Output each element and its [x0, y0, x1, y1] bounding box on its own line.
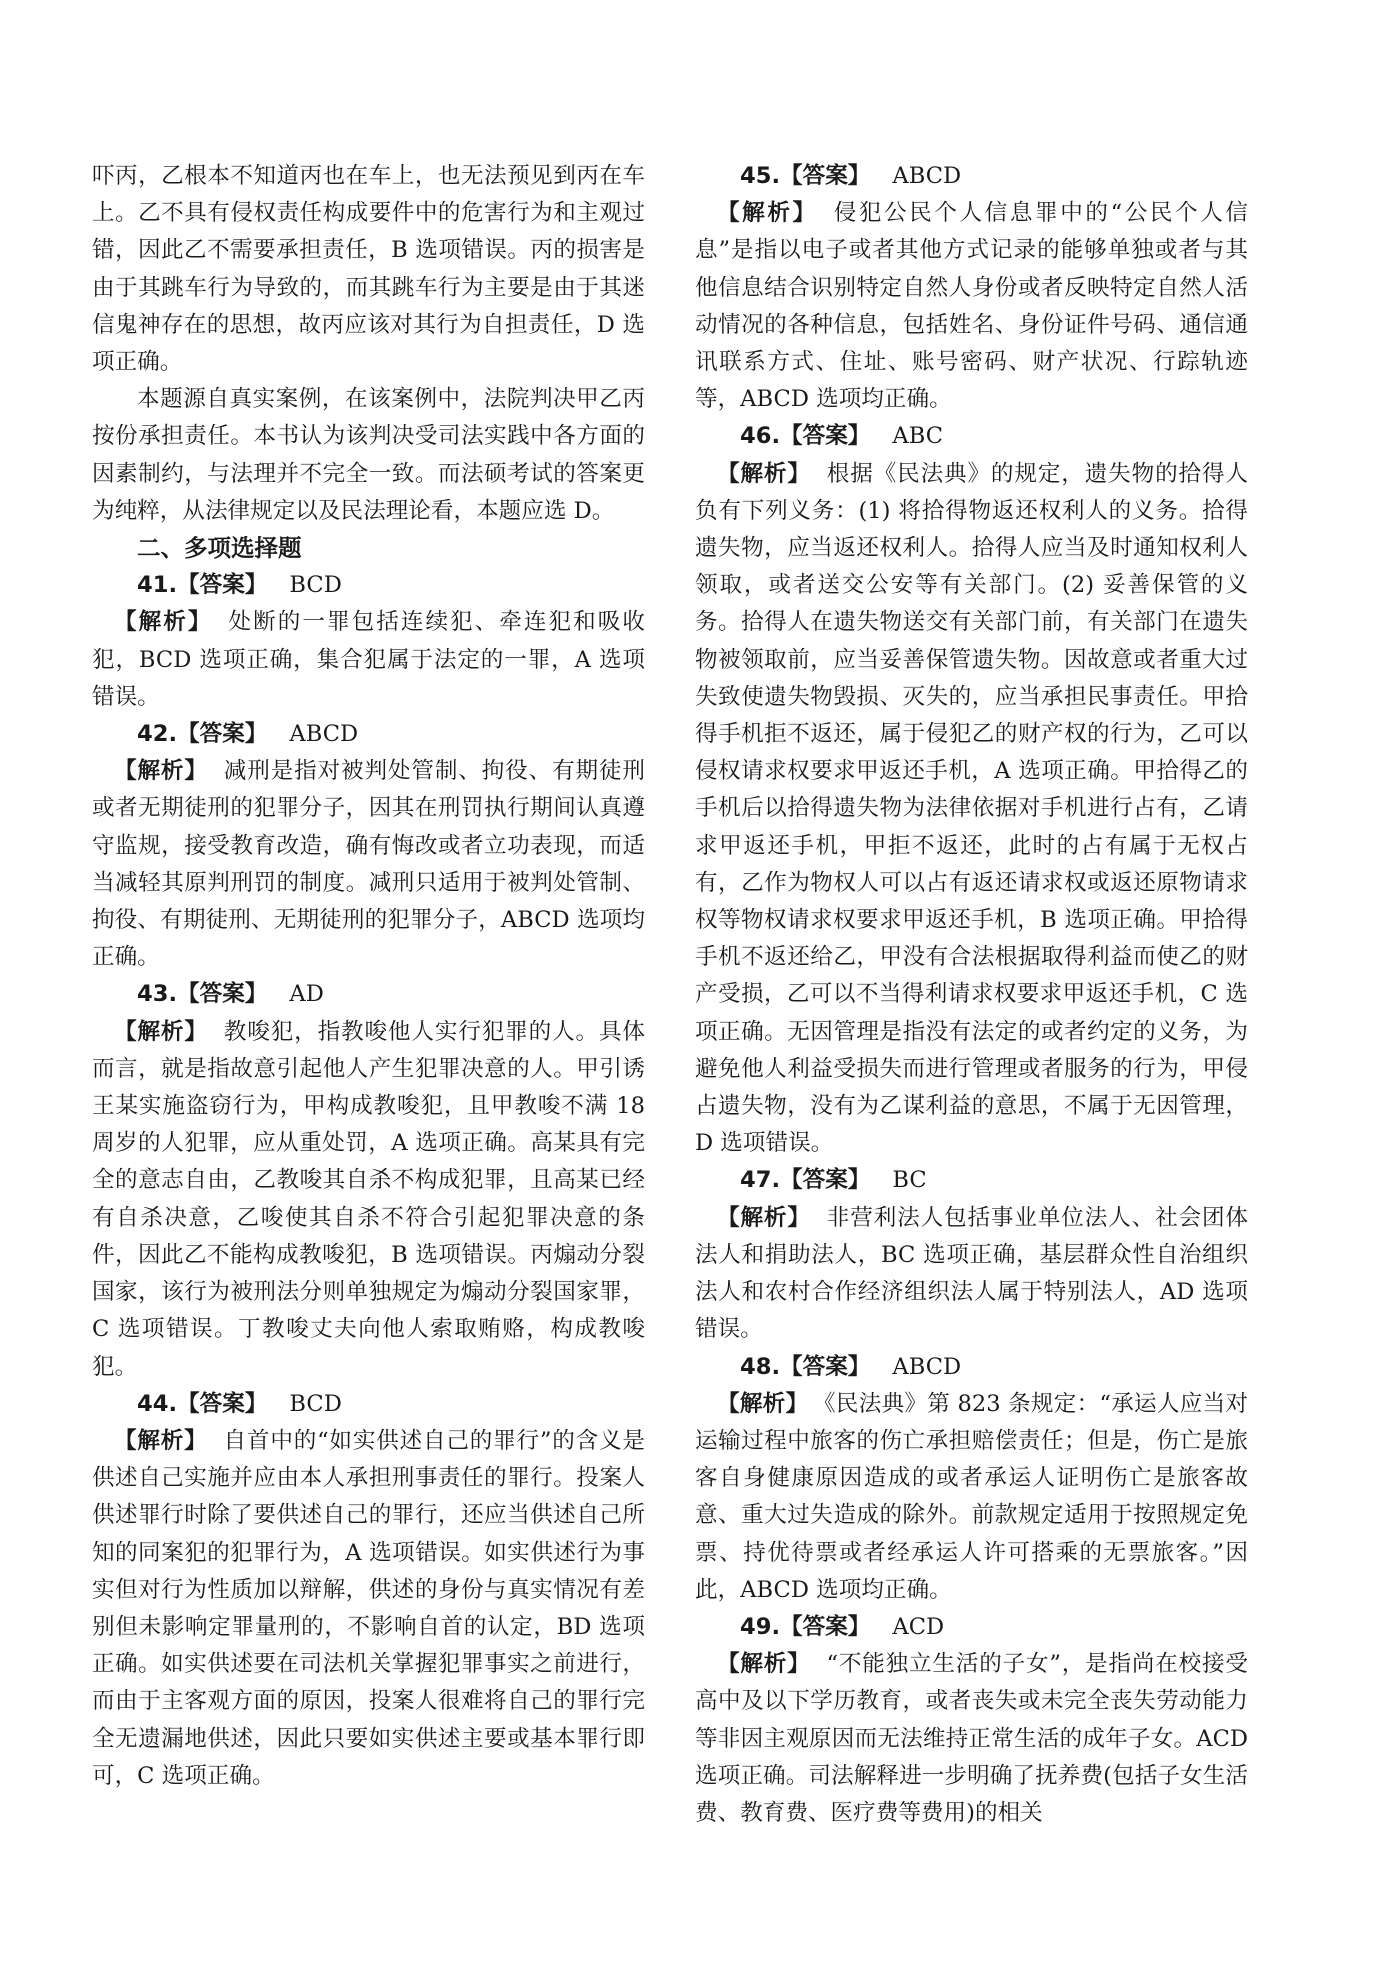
- answer-line-47: [695, 1162, 1248, 1199]
- answer-line-49: [695, 1609, 1248, 1646]
- analysis-label: 【解析】: [114, 1427, 208, 1454]
- analysis-45: [695, 195, 1248, 418]
- question-number: 49.: [740, 1613, 781, 1640]
- answer-line-42: [92, 716, 645, 753]
- analysis-text: 侵犯公民个人信息罪中的“公民个人信息”是指以电子或者其他方式记录的能够单独或者与其他信息结合识别特定自然人身份或者反映特定自然人活动情况的各种信息，包括姓名、身份证件号码、通信通讯联系方式、住址、账号密码、财产状况、行踪轨迹等，ABCD 选项均正确。: [695, 200, 1248, 413]
- answer-label: 【答案】: [177, 981, 268, 1008]
- question-number: 44.: [137, 1390, 178, 1417]
- analysis-text: 减刑是指对被判处管制、拘役、有期徒刑或者无期徒刑的犯罪分子，因其在刑罚执行期间认真遵守监规，接受教育改造，确有悔改或者立功表现，而适当减轻其原判刑罚的制度。减刑只适用于被判处管制、拘役、有期徒刑、无期徒刑的犯罪分子，ABCD 选项均正确。: [92, 758, 646, 971]
- analysis-text: 教唆犯，指教唆他人实行犯罪的人。具体而言，就是指故意引起他人产生犯罪决意的人。甲引诱王某实施盗窃行为，甲构成教唆犯，且甲教唆不满 18 周岁的人犯罪，应从重处罚，A 选项正确。高某具有完全的意志自由，乙教唆其自杀不构成犯罪，且高某已经有自杀决意，乙唆使其自杀不符合引起犯罪决意的条件，因此乙不能构成教唆犯，B 选项错误。丙煽动分裂国家，该行为被刑法分则单独规定为煽动分裂国家罪，C 选项错误。丁教唆丈夫向他人索取贿赂，构成教唆犯。: [92, 1018, 646, 1380]
- answer-label: 【答案】: [780, 1167, 871, 1194]
- answer-line-44: [92, 1386, 645, 1423]
- answer-line-48: [695, 1349, 1248, 1386]
- analysis-text: 根据《民法典》的规定，遗失物的拾得人负有下列义务：(1) 将拾得物返还权利人的义务。拾得遗失物，应当返还权利人。拾得人应当及时通知权利人领取，或者送交公安等有关部门。(2) 妥善保管的义务。拾得人在遗失物送交有关部门前，有关部门在遗失物被领取前，应当妥善保管遗失物。因故意或者重大过失致使遗失物毁损、灭失的，应当承担民事责任。甲拾得手机拒不返还，属于侵犯乙的财产权的行为，乙可以侵权请求权要求甲返还手机，A 选项正确。甲拾得乙的手机后以拾得遗失物为法律依据对手机进行占有，乙请求甲返还手机，甲拒不返还，此时的占有属于无权占有，乙作为物权人可以占有返还请求权或返还原物请求权等物权请求权要求甲返还手机，B 选项正确。甲拾得手机不返还给乙，甲没有合法根据取得利益而使乙的财产受损，乙可以不当得利请求权要求甲返还手机，C 选项正确。无因管理是指没有法定的或者约定的义务，为避免他人利益受损失而进行管理或者服务的行为，甲侵占遗失物，没有为乙谋利益的意思，不属于无因管理，D 选项错误。: [695, 460, 1249, 1157]
- question-number: 43.: [137, 981, 178, 1008]
- answer-label: 【答案】: [780, 1353, 871, 1380]
- answer-line-46: [695, 418, 1248, 455]
- analysis-41: [92, 604, 645, 716]
- answer-value: BC: [892, 1167, 927, 1194]
- analysis-label: 【解析】: [717, 460, 811, 487]
- answer-value: ACD: [892, 1613, 945, 1640]
- analysis-42: [92, 753, 645, 976]
- answer-value: BCD: [289, 1390, 342, 1417]
- analysis-label: 【解析】: [717, 1390, 809, 1417]
- answer-value: ABCD: [892, 163, 962, 189]
- answer-value: ABCD: [289, 721, 359, 748]
- answer-line-41: [92, 567, 645, 604]
- analysis-label: 【解析】: [717, 1204, 811, 1231]
- analysis-44: [92, 1423, 645, 1795]
- answer-value: ABC: [892, 423, 944, 450]
- analysis-43: [92, 1014, 645, 1386]
- answer-label: 【答案】: [780, 1613, 871, 1640]
- question-number: 42.: [137, 721, 178, 748]
- question-number: 41.: [137, 572, 178, 599]
- analysis-text: 非营利法人包括事业单位法人、社会团体法人和捐助法人，BC 选项正确，基层群众性自治组织法人和农村合作经济组织法人属于特别法人，AD 选项错误。: [695, 1204, 1249, 1343]
- answer-value: ABCD: [892, 1353, 962, 1380]
- right-column: [695, 158, 1248, 1832]
- question-number: 46.: [740, 423, 781, 450]
- analysis-49: [695, 1646, 1248, 1832]
- analysis-text: “不能独立生活的子女”，是指尚在校接受高中及以下学历教育，或者丧失或未完全丧失劳动能力等非因主观原因而无法维持正常生活的成年子女。ACD 选项正确。司法解释进一步明确了抚养费(包括子女生活费、教育费、医疗费等费用)的相关: [695, 1651, 1248, 1826]
- answer-label: 【答案】: [177, 721, 268, 748]
- analysis-text: 自首中的“如实供述自己的罪行”的含义是供述自己实施并应由本人承担刑事责任的罪行。投案人供述罪行时除了要供述自己的罪行，还应当供述自己所知的同案犯的犯罪行为，A 选项错误。如实供述行为事实但对行为性质加以辩解，供述的身份与真实情况有差别但未影响定罪量刑的，不影响自首的认定，BD 选项正确。如实供述要在司法机关掌握犯罪事实之前进行，而由于主客观方面的原因，投案人很难将自己的罪行完全无遗漏地供述，因此只要如实供述主要或基本罪行即可，C 选项正确。: [92, 1427, 645, 1789]
- analysis-label: 【解析】: [717, 1651, 811, 1678]
- analysis-48: [695, 1386, 1248, 1609]
- analysis-label: 【解析】: [114, 609, 213, 636]
- analysis-47: [695, 1200, 1248, 1349]
- continuation-paragraph: 吓丙，乙根本不知道丙也在车上，也无法预见到丙在车上。乙不具有侵权责任构成要件中的危害行为和主观过错，因此乙不需要承担责任，B 选项错误。丙的损害是由于其跳车行为导致的，而其跳车行为主要是由于其迷信鬼神存在的思想，故丙应该对其行为自担责任，D 选项正确。: [92, 163, 645, 376]
- answer-line-43: [92, 976, 645, 1013]
- question-number: 47.: [740, 1167, 781, 1194]
- left-column: [92, 158, 645, 1795]
- question-number: 48.: [740, 1353, 781, 1380]
- analysis-46: [695, 456, 1248, 1163]
- analysis-label: 【解析】: [114, 758, 208, 785]
- case-note-paragraph: 本题源自真实案例，在该案例中，法院判决甲乙丙按份承担责任。本书认为该判决受司法实践中各方面的因素制约，与法理并不完全一致。而法硕考试的答案更为纯粹，从法律规定以及民法理论看，本题应选 D。: [92, 386, 645, 524]
- answer-label: 【答案】: [177, 1390, 268, 1417]
- question-number: 45.: [740, 163, 781, 189]
- answer-value: BCD: [289, 572, 342, 599]
- answer-line-45: [695, 158, 1248, 195]
- analysis-label: 【解析】: [114, 1018, 208, 1045]
- answer-value: AD: [289, 981, 324, 1008]
- analysis-text: 《民法典》第 823 条规定：“承运人应当对运输过程中旅客的伤亡承担赔偿责任；但是，伤亡是旅客自身健康原因造成的或者承运人证明伤亡是旅客故意、重大过失造成的除外。前款规定适用于按照规定免票、持优待票或者经承运人许可搭乘的无票旅客。”因此，ABCD 选项均正确。: [695, 1390, 1248, 1603]
- answer-label: 【答案】: [780, 163, 871, 189]
- answer-label: 【答案】: [780, 423, 871, 450]
- answer-label: 【答案】: [177, 572, 268, 599]
- analysis-label: 【解析】: [717, 200, 818, 227]
- section-heading: 二、多项选择题: [137, 534, 302, 563]
- analysis-text: 处断的一罪包括连续犯、牵连犯和吸收犯，BCD 选项正确，集合犯属于法定的一罪，A 选项错误。: [92, 609, 646, 710]
